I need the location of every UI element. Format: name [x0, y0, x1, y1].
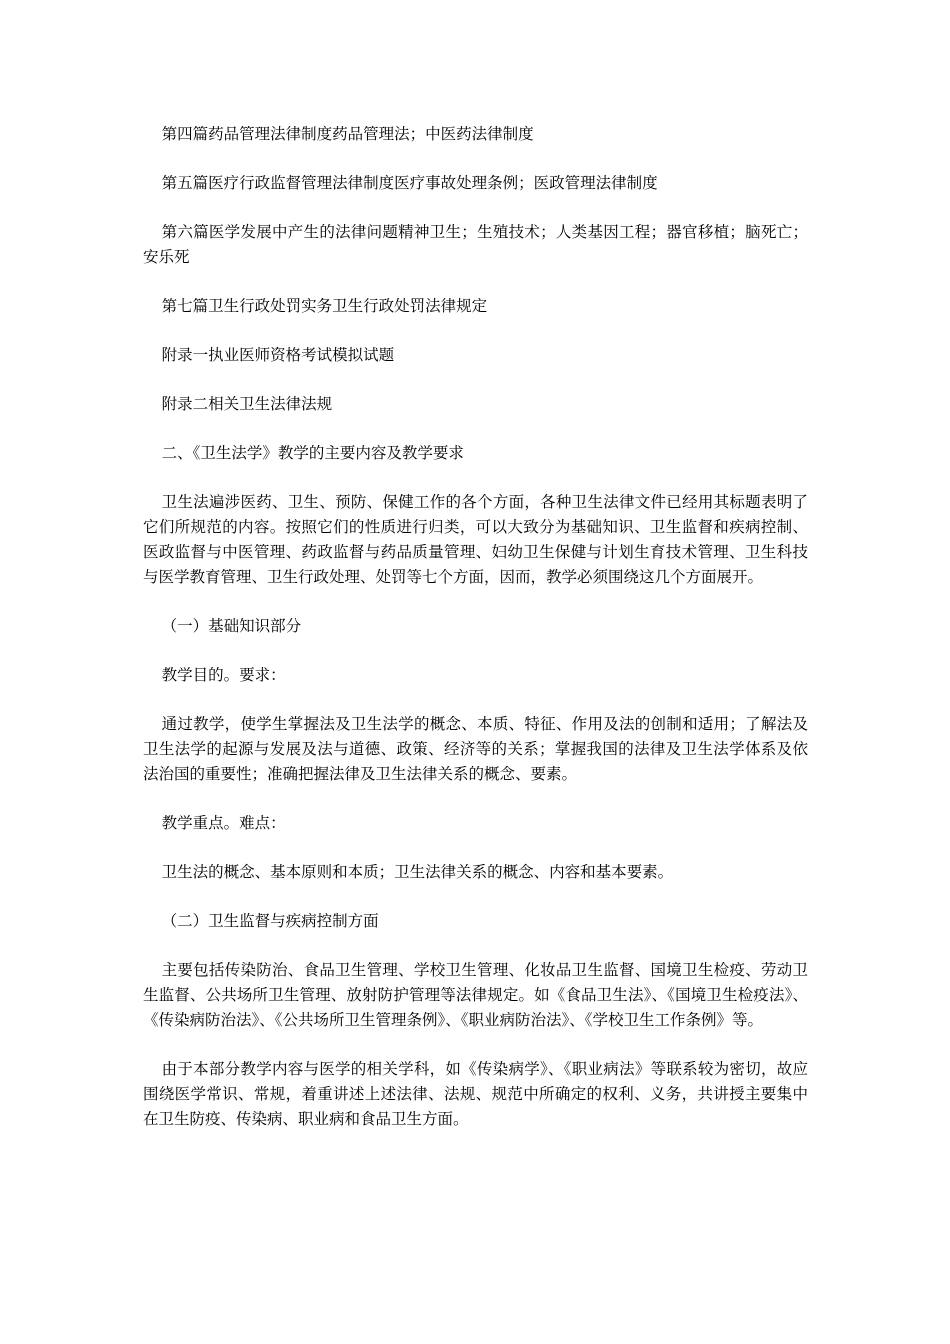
subsection-heading-2: （二）卫生监督与疾病控制方面 — [161, 912, 379, 930]
paragraph-appendix2: 附录二相关卫生法律法规 — [161, 395, 333, 413]
subsection-heading-1: （一）基础知识部分 — [161, 617, 302, 635]
label-teaching-goals: 教学目的。要求： — [161, 666, 286, 684]
paragraph-part4: 第四篇药品管理法律制度药品管理法；中医药法律制度 — [161, 125, 534, 143]
paragraph-supervision-scope: 主要包括传染防治、食品卫生管理、学校卫生管理、化妆品卫生监督、国境卫生检疫、劳动卫生监督、公共场所卫生管理、放射防护管理等法律规定。如《食品卫生法》、《国境卫生检疫法》、《传染病防治法》、《公共场所卫生管理条例》、《职业病防治法》、《学校卫生工作条例》等。 — [143, 961, 808, 1029]
paragraph-supervision-teaching: 由于本部分教学内容与医学的相关学科，如《传染病学》、《职业病法》等联系较为密切，故应围绕医学常识、常规，着重讲述上述法律、法规、规范中所确定的权利、义务，共讲授主要集中在卫生防疫、传染病、职业病和食品卫生方面。 — [143, 1060, 808, 1128]
paragraph-teaching-goals: 通过教学，使学生掌握法及卫生法学的概念、本质、特征、作用及法的创制和适用；了解法及卫生法学的起源与发展及法与道德、政策、经济等的关系；掌握我国的法律及卫生法学体系及依法治国的重要性；准确把握法律及卫生法律关系的概念、要素。 — [143, 715, 808, 783]
paragraph-part6: 第六篇医学发展中产生的法律问题精神卫生；生殖技术；人类基因工程；器官移植；脑死亡；安乐死 — [143, 223, 808, 266]
paragraph-part7: 第七篇卫生行政处罚实务卫生行政处罚法律规定 — [161, 297, 488, 315]
paragraph-intro: 卫生法遍涉医药、卫生、预防、保健工作的各个方面，各种卫生法律文件已经用其标题表明了它们所规范的内容。按照它们的性质进行归类，可以大致分为基础知识、卫生监督和疾病控制、医政监督与中医管理、药政监督与药品质量管理、妇幼卫生保健与计划生育技术管理、卫生科技与医学教育管理、卫生行政处理、处罚等七个方面，因而，教学必须围绕这几个方面展开。 — [143, 493, 808, 586]
label-teaching-focus: 教学重点。难点： — [161, 814, 286, 832]
paragraph-teaching-focus: 卫生法的概念、基本原则和本质；卫生法律关系的概念、内容和基本要素。 — [161, 863, 674, 881]
document-body — [143, 122, 808, 1156]
section-heading-2: 二、《卫生法学》教学的主要内容及教学要求 — [161, 444, 464, 462]
paragraph-part5: 第五篇医疗行政监督管理法律制度医疗事故处理条例；医政管理法律制度 — [161, 174, 658, 192]
paragraph-appendix1: 附录一执业医师资格考试模拟试题 — [161, 346, 395, 364]
